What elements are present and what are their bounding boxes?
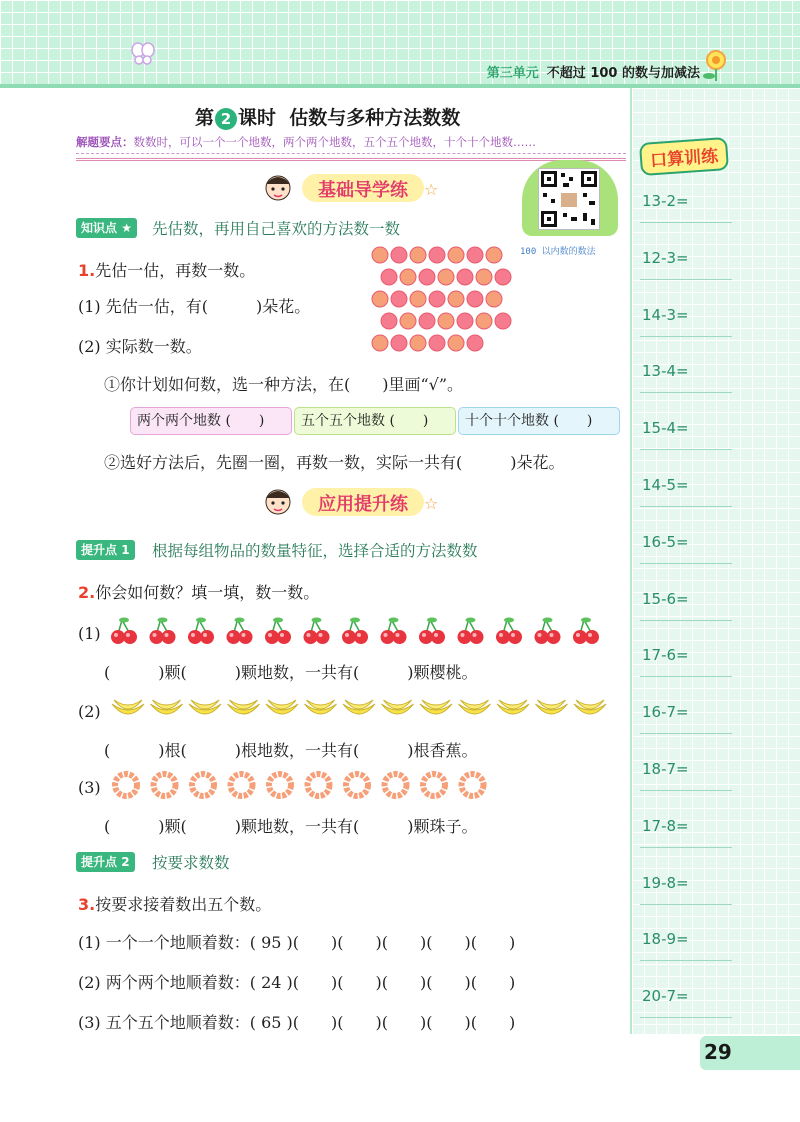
question-2-item-2-label: (2) bbox=[78, 702, 101, 721]
banana-icon bbox=[382, 700, 414, 714]
answer-line bbox=[640, 449, 732, 450]
question-2-item-3-text: ( )颗( )颗地数，一共有( )颗珠子。 bbox=[104, 817, 478, 836]
question-2-title bbox=[78, 580, 319, 603]
answer-line bbox=[640, 733, 732, 734]
option-count-by-twos[interactable]: 两个两个地数 ( ) bbox=[130, 407, 292, 435]
flower-mark bbox=[372, 247, 388, 263]
cherry-icon bbox=[419, 618, 445, 645]
cherry-icon bbox=[381, 618, 407, 645]
flower-mark bbox=[486, 291, 502, 307]
question-2-number: 2. bbox=[78, 583, 96, 602]
flower-mark bbox=[391, 291, 407, 307]
cherry-icon bbox=[150, 618, 176, 645]
child-face-icon bbox=[258, 484, 298, 520]
knowledge-point-tag-text: 知识点 bbox=[81, 221, 118, 235]
question-1-title bbox=[78, 258, 255, 281]
lesson-title bbox=[195, 103, 460, 130]
question-1-text: 先估一估，再数一数。 bbox=[95, 261, 256, 280]
divider bbox=[76, 158, 626, 161]
answer-line bbox=[640, 960, 732, 961]
butterfly-icon bbox=[130, 40, 156, 66]
flower-mark bbox=[400, 313, 416, 329]
flower-mark bbox=[457, 269, 473, 285]
oral-practice-item: 16-5= bbox=[642, 532, 689, 551]
flower-mark bbox=[448, 335, 464, 351]
cherry-icon bbox=[304, 618, 330, 645]
flower-mark bbox=[495, 269, 511, 285]
cherry-row-icon bbox=[110, 616, 610, 646]
oral-practice-item: 18-7= bbox=[642, 760, 689, 778]
flower-mark bbox=[391, 335, 407, 351]
answer-line bbox=[640, 563, 732, 564]
cherry-icon bbox=[265, 618, 291, 645]
answer-line bbox=[640, 336, 732, 337]
banana-row-icon bbox=[110, 694, 610, 724]
banana-icon bbox=[112, 700, 144, 714]
flower-mark bbox=[400, 269, 416, 285]
cherry-icon bbox=[496, 618, 522, 645]
flower-mark bbox=[476, 269, 492, 285]
answer-line bbox=[640, 676, 732, 677]
section-title-advanced: 应用提升练 bbox=[302, 488, 424, 516]
answer-line bbox=[640, 790, 732, 791]
lesson-prefix: 第 bbox=[195, 107, 215, 129]
bead-ring-icon bbox=[154, 774, 176, 796]
question-3-number: 3. bbox=[78, 895, 96, 914]
knowledge-point-text: 先估数，再用自己喜欢的方法数一数 bbox=[152, 220, 401, 238]
option-count-by-tens[interactable]: 十个十个地数 ( ) bbox=[458, 407, 620, 435]
flower-mark bbox=[419, 269, 435, 285]
flower-mark bbox=[429, 335, 445, 351]
bead-ring-icon bbox=[346, 774, 368, 796]
flower-mark bbox=[486, 247, 502, 263]
banana-icon bbox=[151, 700, 183, 714]
question-3-row-1: (1) 一个一个地顺着数：( 95 )( )( )( )( )( ) bbox=[78, 933, 516, 952]
lesson-name: 估数与多种方法数数 bbox=[289, 107, 461, 129]
flower-mark bbox=[372, 335, 388, 351]
oral-practice-item: 19-8= bbox=[642, 873, 689, 892]
answer-line bbox=[640, 620, 732, 621]
question-2-text: 你会如何数？填一填，数一数。 bbox=[95, 583, 320, 602]
option-count-by-fives[interactable]: 五个五个地数 ( ) bbox=[294, 407, 456, 435]
section-banner-basic bbox=[258, 170, 448, 206]
bead-ring-icon bbox=[462, 774, 484, 796]
flower-mark bbox=[410, 247, 426, 263]
lesson-number: 2 bbox=[215, 108, 237, 130]
question-3-text: 按要求接着数出五个数。 bbox=[95, 895, 272, 914]
flower-mark bbox=[372, 291, 388, 307]
bead-row-icon bbox=[110, 770, 610, 800]
answer-line bbox=[640, 847, 732, 848]
flower-mark bbox=[410, 291, 426, 307]
improve-point-1-text: 根据每组物品的数量特征，选择合适的方法数数 bbox=[152, 542, 478, 560]
oral-practice-item: 13-4= bbox=[642, 362, 689, 381]
oral-practice-item: 18-9= bbox=[642, 930, 689, 949]
answer-line bbox=[640, 222, 732, 223]
banana-icon bbox=[305, 700, 337, 714]
flower-icon bbox=[696, 42, 736, 82]
oral-practice-item: 14-3= bbox=[642, 305, 689, 324]
improve-point-2-tag-text: 提升点 bbox=[81, 855, 118, 869]
flower-mark bbox=[467, 247, 483, 263]
oral-practice-item: 16-7= bbox=[642, 703, 689, 722]
cherry-icon bbox=[535, 618, 561, 645]
flower-mark bbox=[438, 313, 454, 329]
knowledge-point-tag bbox=[76, 218, 137, 238]
answer-line bbox=[640, 904, 732, 905]
flower-mark bbox=[391, 247, 407, 263]
oral-practice-item: 20-7= bbox=[642, 987, 689, 1006]
lesson-suffix: 课时 bbox=[238, 107, 277, 129]
qr-code[interactable] bbox=[538, 168, 600, 230]
oral-practice-item: 13-2= bbox=[642, 192, 689, 210]
cherry-icon bbox=[573, 618, 599, 645]
banana-icon bbox=[536, 700, 568, 714]
question-2-item-1-label: (1) bbox=[78, 624, 101, 643]
bead-ring-icon bbox=[385, 774, 407, 796]
cherry-icon bbox=[111, 618, 137, 645]
flower-mark bbox=[448, 247, 464, 263]
banana-icon bbox=[228, 700, 260, 714]
banana-icon bbox=[189, 700, 221, 714]
flower-picture bbox=[370, 245, 520, 355]
flower-mark bbox=[438, 269, 454, 285]
qr-caption: 100 以内数的数法 bbox=[520, 247, 596, 257]
oral-practice-item: 17-6= bbox=[642, 646, 689, 665]
flowers-icon bbox=[370, 245, 520, 355]
star-icon: ☆ bbox=[424, 180, 439, 199]
bead-ring-icon bbox=[423, 774, 445, 796]
cherry-icon bbox=[227, 618, 253, 645]
improve-point-1-number: 1 bbox=[121, 543, 130, 557]
unit-name: 第三单元 bbox=[486, 66, 539, 81]
oral-practice-item: 15-4= bbox=[642, 419, 689, 438]
cherry-icon bbox=[342, 618, 368, 645]
question-1-part-1: (1) 先估一估，有( )朵花。 bbox=[78, 297, 311, 316]
oral-practice-title: 口算训练 bbox=[639, 137, 729, 176]
cherry-icon bbox=[188, 618, 214, 645]
oral-practice-item: 17-8= bbox=[642, 816, 689, 835]
unit-label bbox=[487, 62, 700, 81]
question-1-number: 1. bbox=[78, 261, 96, 280]
oral-practice-item: 15-6= bbox=[642, 589, 689, 608]
flower-mark bbox=[419, 313, 435, 329]
banana-icon bbox=[343, 700, 375, 714]
flower-mark bbox=[467, 335, 483, 351]
flower-mark bbox=[410, 335, 426, 351]
flower-mark bbox=[457, 313, 473, 329]
bead-ring-icon bbox=[115, 774, 137, 796]
cherry-icon bbox=[458, 618, 484, 645]
unit-title: 不超过 100 的数与加减法 bbox=[546, 66, 700, 81]
question-2-item-1-text: ( )颗( )颗地数，一共有( )颗樱桃。 bbox=[104, 663, 478, 682]
tip-label: 解题要点： bbox=[76, 135, 134, 149]
banana-icon bbox=[497, 700, 529, 714]
question-1-part-2: (2) 实际数一数。 bbox=[78, 337, 202, 356]
qr-code-icon bbox=[539, 169, 599, 229]
flower-mark bbox=[495, 313, 511, 329]
improve-point-2-number: 2 bbox=[121, 855, 130, 869]
answer-line bbox=[640, 392, 732, 393]
question-2-item-3-label: (3) bbox=[78, 778, 101, 797]
flower-mark bbox=[429, 247, 445, 263]
banana-icon bbox=[266, 700, 298, 714]
oral-practice-item: 12-3= bbox=[642, 248, 689, 267]
question-1-sub-2: ②选好方法后，先圈一圈，再数一数，实际一共有( )朵花。 bbox=[104, 453, 565, 472]
child-face-icon bbox=[258, 170, 298, 206]
answer-line bbox=[640, 1017, 732, 1018]
bead-ring-icon bbox=[269, 774, 291, 796]
bead-ring-icon bbox=[192, 774, 214, 796]
question-1-sub-1: ①你计划如何数，选一种方法，在( )里画“√”。 bbox=[104, 375, 464, 394]
improve-point-2-tag bbox=[76, 852, 135, 872]
tip-text: 数数时，可以一个一个地数，两个两个地数，五个五个地数，十个十个地数…… bbox=[133, 135, 536, 149]
banana-icon bbox=[574, 700, 606, 714]
flower-mark bbox=[429, 291, 445, 307]
star-icon: ★ bbox=[121, 221, 132, 235]
banana-icon bbox=[420, 700, 452, 714]
banana-icon bbox=[459, 700, 491, 714]
improve-point-1-tag bbox=[76, 540, 135, 560]
improve-point-1-tag-text: 提升点 bbox=[81, 543, 118, 557]
page-number: 29 bbox=[704, 1040, 732, 1064]
star-icon: ☆ bbox=[424, 494, 439, 513]
section-banner-advanced bbox=[258, 484, 448, 520]
answer-line bbox=[640, 279, 732, 280]
tip-bar bbox=[76, 134, 626, 154]
flower-mark bbox=[476, 313, 492, 329]
improve-point-2-text: 按要求数数 bbox=[152, 854, 230, 872]
question-3-title bbox=[78, 892, 271, 915]
oral-practice-item: 14-5= bbox=[642, 476, 689, 494]
bead-ring-icon bbox=[231, 774, 253, 796]
flower-mark bbox=[381, 313, 397, 329]
answer-line bbox=[640, 506, 732, 507]
question-3-row-3: (3) 五个五个地顺着数：( 65 )( )( )( )( )( ) bbox=[78, 1013, 516, 1032]
section-title-basic: 基础导学练 bbox=[302, 174, 424, 202]
bead-ring-icon bbox=[308, 774, 330, 796]
flower-mark bbox=[467, 291, 483, 307]
question-3-row-2: (2) 两个两个地顺着数：( 24 )( )( )( )( )( ) bbox=[78, 973, 516, 992]
question-2-item-2-text: ( )根( )根地数，一共有( )根香蕉。 bbox=[104, 741, 478, 760]
flower-mark bbox=[381, 269, 397, 285]
flower-mark bbox=[448, 291, 464, 307]
